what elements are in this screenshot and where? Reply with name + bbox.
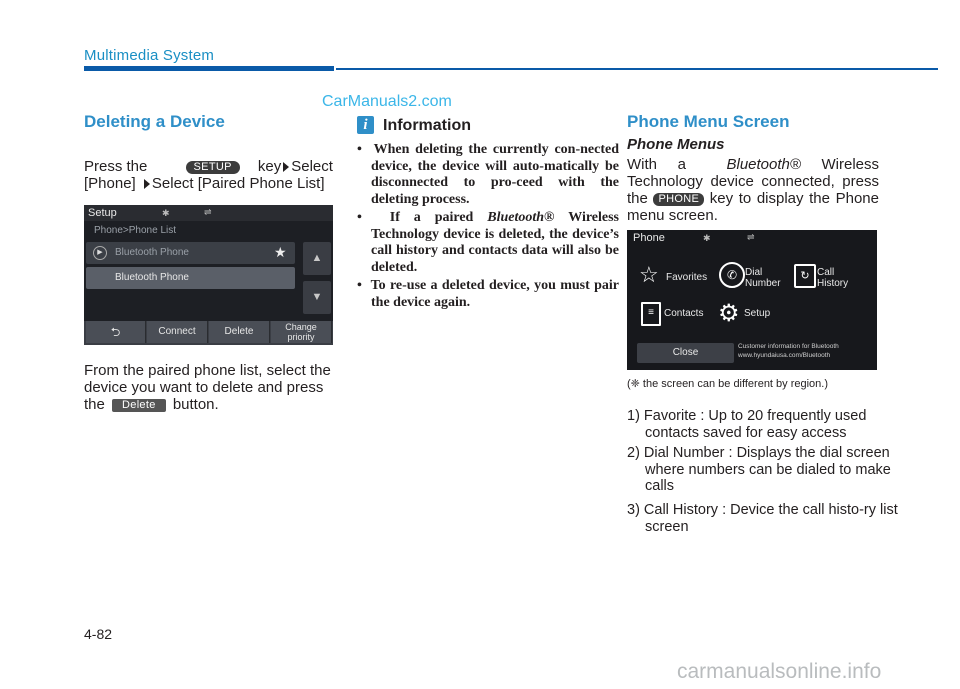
scroll-up-button[interactable]: ▲	[303, 242, 331, 275]
bullet-text: Wireless Technology device is deleted, the device’s call history and contacts data will also be deleted.	[371, 210, 620, 275]
contacts-label[interactable]: Contacts	[664, 308, 704, 319]
phone-menu-item-1: 1) Favorite : Up to 20 frequently used contacts saved for easy access	[627, 408, 867, 441]
header-rule-thick	[84, 66, 334, 71]
press-text: Press the	[84, 158, 148, 175]
setup-label[interactable]: Setup	[744, 308, 771, 319]
star-outline-icon: ☆	[639, 262, 659, 287]
back-button[interactable]	[86, 321, 146, 343]
bluetooth-icon: ✱	[703, 233, 711, 243]
phone-screenshot	[627, 230, 877, 370]
page-number: 4-82	[84, 626, 113, 642]
bullet-text: If a paired	[389, 210, 488, 225]
play-icon: ▶	[93, 246, 107, 260]
contacts-icon: ≡	[641, 302, 661, 326]
footer-watermark: carmanualsonline.info	[677, 660, 882, 683]
back-icon: ⮌	[110, 325, 121, 339]
select-paired-text: Select [Paired Phone List]	[151, 175, 325, 192]
phone-menu-subtitle: Phone Menus	[627, 136, 725, 153]
section-header: Multimedia System	[84, 47, 215, 64]
favorites-label[interactable]: Favorites	[666, 272, 708, 283]
para-text: key to display the Phone menu screen.	[627, 190, 879, 224]
para-text: With a	[627, 156, 686, 173]
delete-step-line-1	[84, 158, 334, 175]
dial-text: Dial	[745, 267, 763, 278]
call-history-icon: ↻	[794, 264, 816, 288]
bluetooth-icon: ✱	[162, 208, 170, 218]
arrow-right-icon	[144, 179, 150, 189]
usb-icon: ⇌	[204, 207, 212, 217]
region-note: (❈ the screen can be different by region.)	[627, 378, 829, 390]
bullet-italic: Bluetooth®	[487, 210, 555, 225]
watermark: CarManuals2.com	[322, 93, 452, 110]
bullet-text: To re-use a deleted device, you must pair the device again.	[370, 278, 620, 310]
setup-screenshot	[84, 205, 333, 345]
arrow-right-icon	[283, 162, 289, 172]
customer-url: www.hyundaiusa.com/Bluetooth	[738, 352, 831, 359]
star-icon: ★	[274, 244, 287, 260]
key-text: key	[257, 158, 282, 175]
setup-key: SETUP	[186, 161, 240, 174]
para-bluetooth: Bluetooth®	[726, 156, 801, 173]
dial-number-label[interactable]	[745, 267, 781, 289]
scroll-down-button[interactable]: ▼	[303, 281, 331, 314]
delete-button[interactable]: Delete	[209, 321, 270, 343]
delete-key: Delete	[112, 399, 166, 412]
phone-menu-title: Phone Menu Screen	[627, 112, 790, 131]
select-text: Select	[291, 158, 333, 175]
delete-instruction	[84, 362, 336, 413]
customer-info	[738, 342, 839, 360]
usb-icon: ⇌	[747, 232, 755, 242]
phone-text: [Phone]	[84, 175, 136, 192]
info-icon: i	[357, 116, 374, 134]
call-text: Call	[817, 267, 835, 278]
number-text: Number	[745, 278, 781, 289]
connect-button[interactable]: Connect	[147, 321, 208, 343]
close-button[interactable]: Close	[637, 343, 734, 363]
info-title: Information	[383, 117, 471, 134]
device-name: Bluetooth Phone	[115, 247, 189, 258]
breadcrumb: Phone>Phone List	[94, 225, 177, 236]
delete-instruction-text: From the paired phone list, select the device you want to delete and press the	[84, 362, 331, 413]
device-name: Bluetooth Phone	[115, 272, 189, 283]
phone-screen-title: Phone	[633, 232, 665, 244]
button-text: button.	[172, 396, 219, 413]
delete-step-line-2	[84, 175, 334, 192]
info-bullet-3: • To re-use a deleted device, you must pair the device again.	[357, 278, 620, 310]
gear-icon: ⚙	[718, 300, 740, 327]
screen-title: Setup	[88, 207, 117, 219]
customer-info-line: Customer information for Bluetooth	[738, 343, 839, 350]
bullet-text: When deleting the currently con-nected device, the device will auto-matically be disconnected to pro-ceed with the deleting process.	[371, 142, 620, 207]
phone-key: PHONE	[653, 193, 704, 206]
phone-handset-icon: ✆	[719, 262, 745, 288]
change-priority-button[interactable]: Change priority	[271, 321, 332, 343]
phone-menu-item-3: 3) Call History : Device the call histo-ry list screen	[627, 502, 898, 535]
button-strip	[84, 321, 333, 345]
phone-menu-item-2: 2) Dial Number : Displays the dial screen where numbers can be dialed to make calls	[627, 445, 891, 494]
header-rule-thin	[336, 68, 938, 70]
para-text: Wireless Technology device connected, press the	[627, 156, 880, 207]
device-row-2[interactable]	[86, 267, 295, 289]
phone-menu-paragraph	[627, 156, 879, 224]
history-text: History	[817, 278, 849, 289]
info-bullet-1: • When deleting the currently con-nected device, the device will auto-matically be disconnected to pro-ceed with the deleting process.	[357, 142, 620, 207]
device-row-1[interactable]	[86, 242, 295, 264]
info-bullet-2: • If a paired Bluetooth® Wireless Technology device is deleted, the device’s call history and contacts data will also be deleted.	[357, 210, 620, 275]
call-history-label[interactable]	[817, 267, 848, 289]
deleting-device-title: Deleting a Device	[84, 112, 225, 131]
